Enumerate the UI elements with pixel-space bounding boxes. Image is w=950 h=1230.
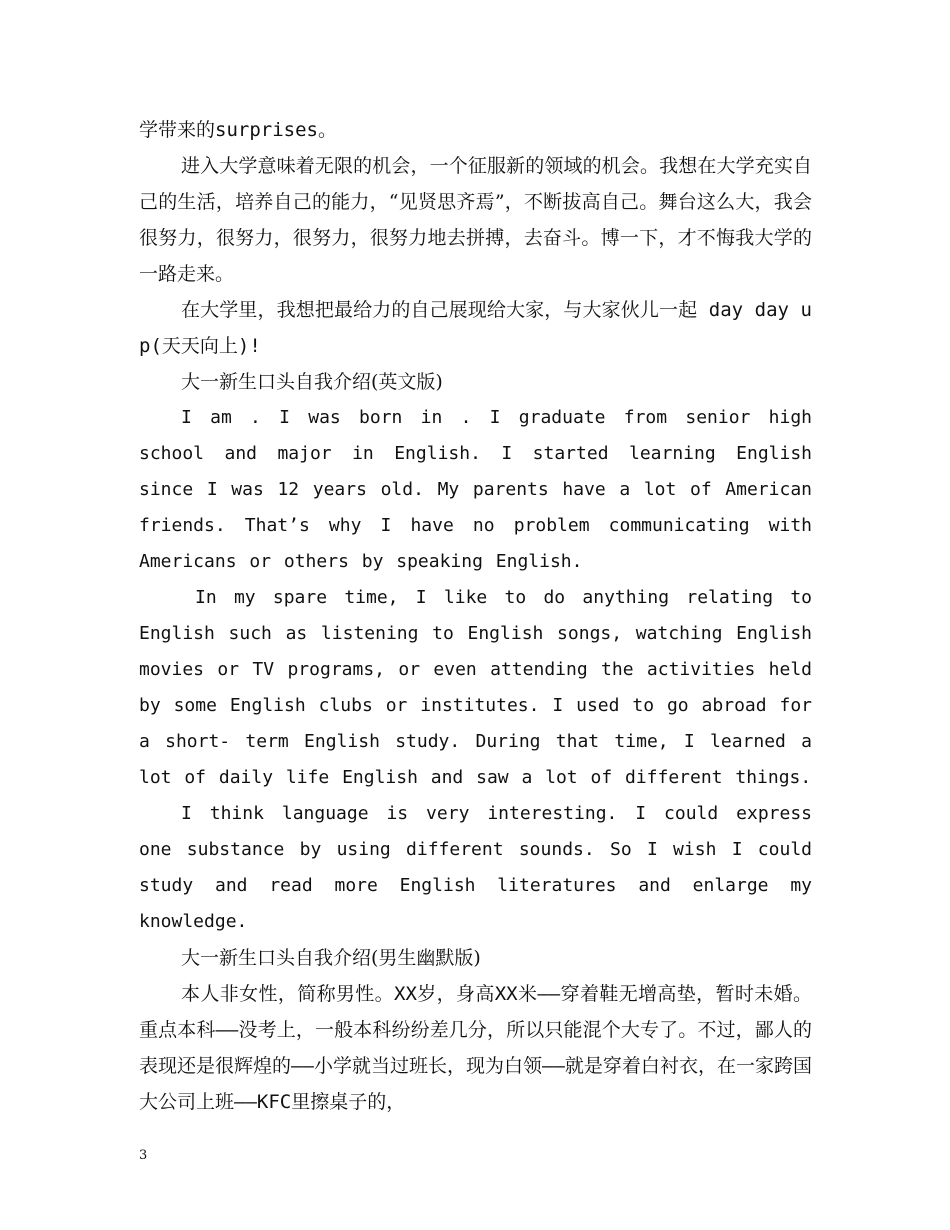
paragraph-english-language: I think language is very interesting. I could express one substance by using different sounds. So I wish I could study and read more English literatures and enlarge my knowledge. (139, 803, 812, 932)
paragraph-english-spare-time: In my spare time, I like to do anything relating to English such as listening to English songs, watching English movies or TV programs, or even attending the activities held by some English clubs or institutes. I used to go abroad for a short- term English study. During that time, I learned a lot of daily life English and saw a lot of different things. (139, 587, 812, 788)
section-heading-english-version: 大一新生口头自我介绍(英文版) (181, 371, 443, 393)
paragraph-english-intro: I am . I was born in . I graduate from senior high school and major in English. I started learning English since I was 12 years old. My parents have a lot of American friends. That’s why I have no problem communicating with Americans or others by speaking English. (139, 407, 812, 572)
page-number: 3 (139, 1148, 148, 1163)
paragraph-continuation: 学带来的surprises。 (139, 119, 337, 141)
paragraph-day-day-up: 在大学里，我想把最给力的自己展现给大家，与大家伙儿一起 day day up(天天向上)! (139, 299, 812, 357)
section-heading-humorous-version: 大一新生口头自我介绍(男生幽默版) (181, 947, 481, 969)
document-body (139, 112, 812, 1120)
paragraph-humorous-intro: 本人非女性，简称男性。XX岁，身高XX米——穿着鞋无增高垫，暂时未婚。重点本科——没考上，一般本科纷纷差几分，所以只能混个大专了。不过，鄙人的表现还是很辉煌的——小学就当过班长，现为白领——就是穿着白衬衣，在一家跨国大公司上班——KFC里擦桌子的， (139, 983, 812, 1113)
paragraph-university-opportunities: 进入大学意味着无限的机会，一个征服新的领域的机会。我想在大学充实自己的生活，培养自己的能力，“见贤思齐焉”，不断拔高自己。舞台这么大，我会很努力，很努力，很努力，很努力地去拼搏，去奋斗。博一下，才不悔我大学的一路走来。 (139, 155, 812, 285)
